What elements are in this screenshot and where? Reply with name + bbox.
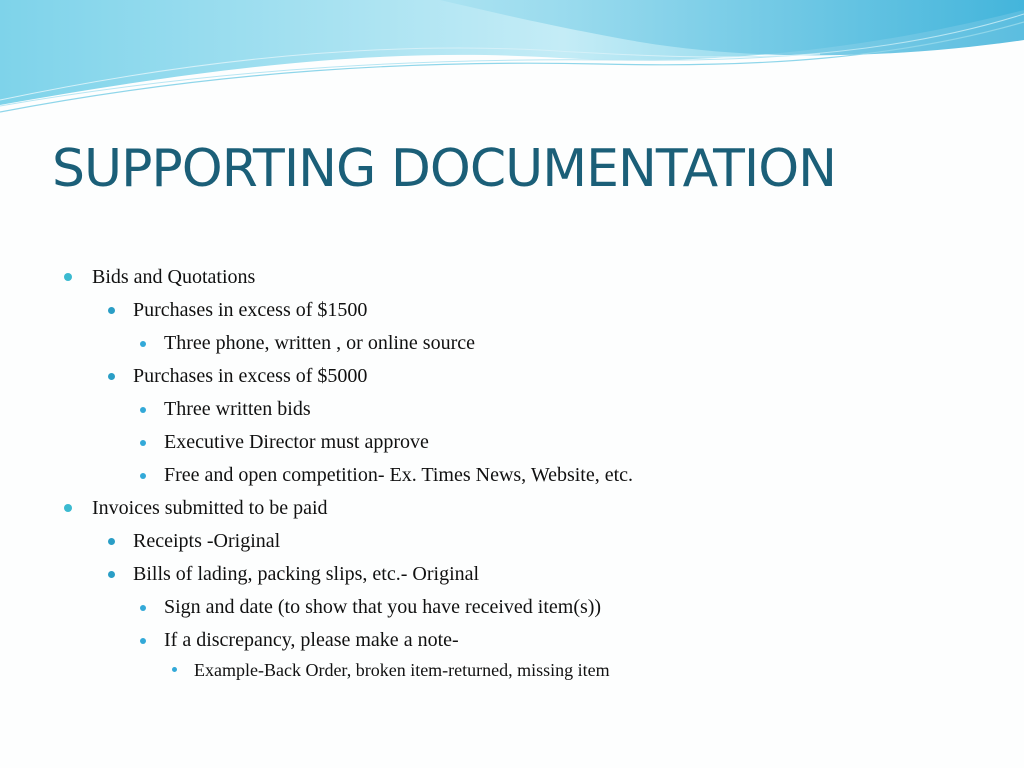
bullet-item-level-3 bbox=[0, 424, 1024, 457]
bullet-text: Three written bids bbox=[164, 398, 311, 420]
bullet-text: Bids and Quotations bbox=[92, 266, 256, 288]
bullet-dot-icon bbox=[140, 341, 146, 347]
bullet-dot-icon bbox=[108, 373, 115, 380]
bullet-text: Purchases in excess of $1500 bbox=[133, 299, 368, 321]
bullet-text: Bills of lading, packing slips, etc.- Original bbox=[133, 563, 480, 585]
bullet-item-level-2 bbox=[0, 292, 1024, 325]
bullet-text: Invoices submitted to be paid bbox=[92, 497, 328, 519]
bullet-dot-icon bbox=[140, 473, 146, 479]
bullet-item-level-1 bbox=[0, 259, 1024, 292]
bullet-list bbox=[0, 259, 1024, 685]
bullet-text: Sign and date (to show that you have received item(s)) bbox=[164, 596, 602, 618]
bullet-dot-icon bbox=[108, 307, 115, 314]
bullet-text: Receipts -Original bbox=[133, 530, 281, 552]
bullet-item-level-2 bbox=[0, 556, 1024, 589]
bullet-dot-icon bbox=[108, 571, 115, 578]
bullet-item-level-1 bbox=[0, 490, 1024, 523]
bullet-item-level-3 bbox=[0, 622, 1024, 655]
bullet-text: Purchases in excess of $5000 bbox=[133, 365, 368, 387]
bullet-item-level-2 bbox=[0, 523, 1024, 556]
slide-title: SUPPORTING DOCUMENTATION bbox=[52, 139, 837, 199]
bullet-item-level-2 bbox=[0, 358, 1024, 391]
bullet-dot-icon bbox=[172, 667, 177, 672]
bullet-text: Free and open competition- Ex. Times News, Website, etc. bbox=[164, 464, 634, 486]
bullet-dot-icon bbox=[64, 273, 72, 281]
bullet-text: Example-Back Order, broken item-returned, missing item bbox=[194, 660, 610, 680]
bullet-text: If a discrepancy, please make a note- bbox=[164, 629, 459, 651]
bullet-item-level-4 bbox=[0, 655, 1024, 685]
bullet-dot-icon bbox=[140, 440, 146, 446]
wave-decoration bbox=[0, 0, 1024, 130]
bullet-item-level-3 bbox=[0, 457, 1024, 490]
bullet-item-level-3 bbox=[0, 325, 1024, 358]
bullet-dot-icon bbox=[140, 638, 146, 644]
bullet-dot-icon bbox=[64, 504, 72, 512]
bullet-text: Three phone, written , or online source bbox=[164, 332, 476, 354]
bullet-dot-icon bbox=[140, 605, 146, 611]
bullet-dot-icon bbox=[140, 407, 146, 413]
bullet-item-level-3 bbox=[0, 391, 1024, 424]
bullet-item-level-3 bbox=[0, 589, 1024, 622]
bullet-text: Executive Director must approve bbox=[164, 431, 429, 453]
bullet-dot-icon bbox=[108, 538, 115, 545]
